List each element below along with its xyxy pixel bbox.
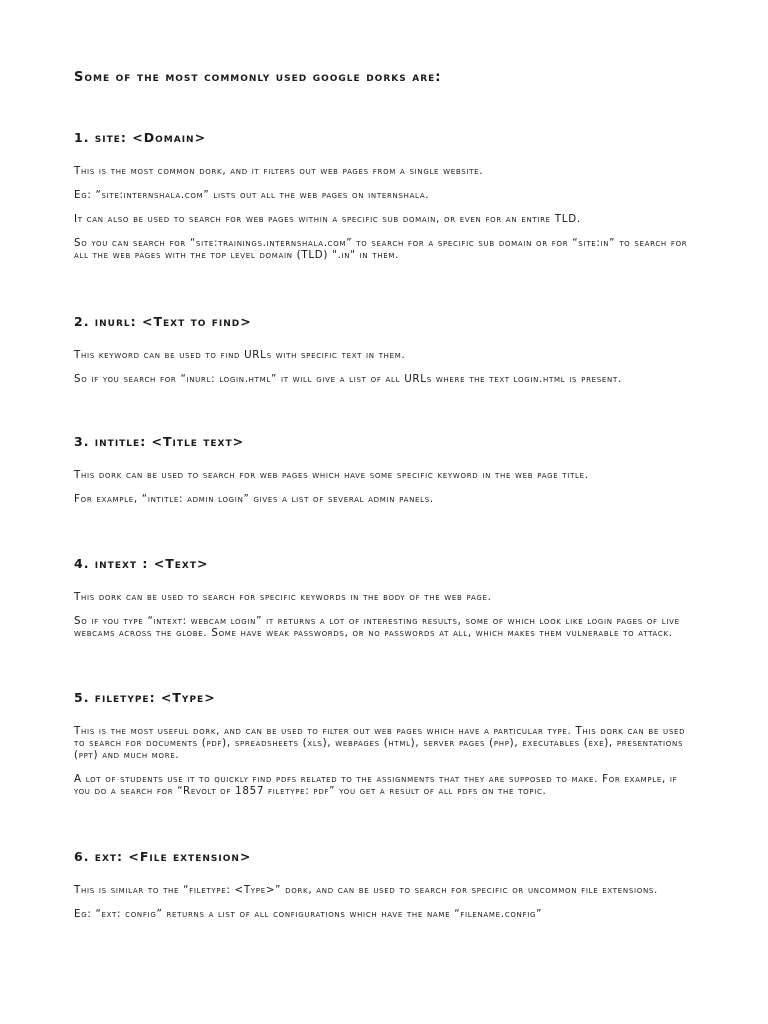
section-heading: 5. filetype: <Type>: [74, 690, 216, 705]
section-intitle: [74, 434, 694, 505]
paragraph: Eg: “ext: config” returns a list of all configurations which have the name “filename.config”: [74, 908, 543, 920]
section-heading: 3. intitle: <Title text>: [74, 434, 245, 449]
paragraph: For example, “intitle: admin login” gives a list of several admin panels.: [74, 493, 434, 505]
paragraph: A lot of students use it to quickly find pdfs related to the assignments that they are supposed to make. For example, if you do a search for “Revolt of 1857 filetype: pdf” you get a result of all pdfs on the topic.: [74, 773, 678, 797]
paragraph: So you can search for “site:trainings.internshala.com” to search for a specific sub domain or for “site:in” to search for all the web pages with the top level domain (TLD) ".in" in them.: [74, 237, 688, 261]
paragraph: It can also be used to search for web pages within a specific sub domain, or even for an entire TLD.: [74, 213, 581, 225]
section-site: [74, 130, 694, 261]
paragraph: This dork can be used to search for web pages which have some specific keyword in the web page title.: [74, 469, 589, 481]
page-title: Some of the most commonly used google dorks are:: [74, 70, 442, 85]
paragraph: So if you search for “inurl: login.html” it will give a list of all URLs where the text login.html is present.: [74, 373, 622, 385]
paragraph: This is similar to the “filetype: <Type>” dork, and can be used to search for specific or uncommon file extensions.: [74, 884, 658, 896]
paragraph: This is the most common dork, and it filters out web pages from a single website.: [74, 165, 484, 177]
section-heading: 2. inurl: <Text to find>: [74, 314, 252, 329]
section-heading: 4. intext : <Text>: [74, 556, 209, 571]
section-intext: [74, 556, 694, 639]
paragraph: This is the most useful dork, and can be used to filter out web pages which have a particular type. This dork can be used to search for documents (pdf), spreadsheets (xls), webpages (html), server pages (php), executables (exe), presentations (ppt) and much more.: [74, 725, 686, 761]
section-heading: 1. site: <Domain>: [74, 130, 207, 145]
section-filetype: [74, 690, 694, 797]
section-ext: [74, 849, 694, 920]
section-heading: 6. ext: <File extension>: [74, 849, 252, 864]
paragraph: This dork can be used to search for specific keywords in the body of the web page.: [74, 591, 492, 603]
paragraph: Eg: “site:internshala.com” lists out all the web pages on internshala.: [74, 189, 430, 201]
section-inurl: [74, 314, 694, 385]
paragraph: So if you type “intext: webcam login” it returns a lot of interesting results, some of which look like login pages of live webcams across the globe. Some have weak passwords, or no passwords at all, which makes them vulnerable to attack.: [74, 615, 680, 639]
paragraph: This keyword can be used to find URLs with specific text in them.: [74, 349, 406, 361]
